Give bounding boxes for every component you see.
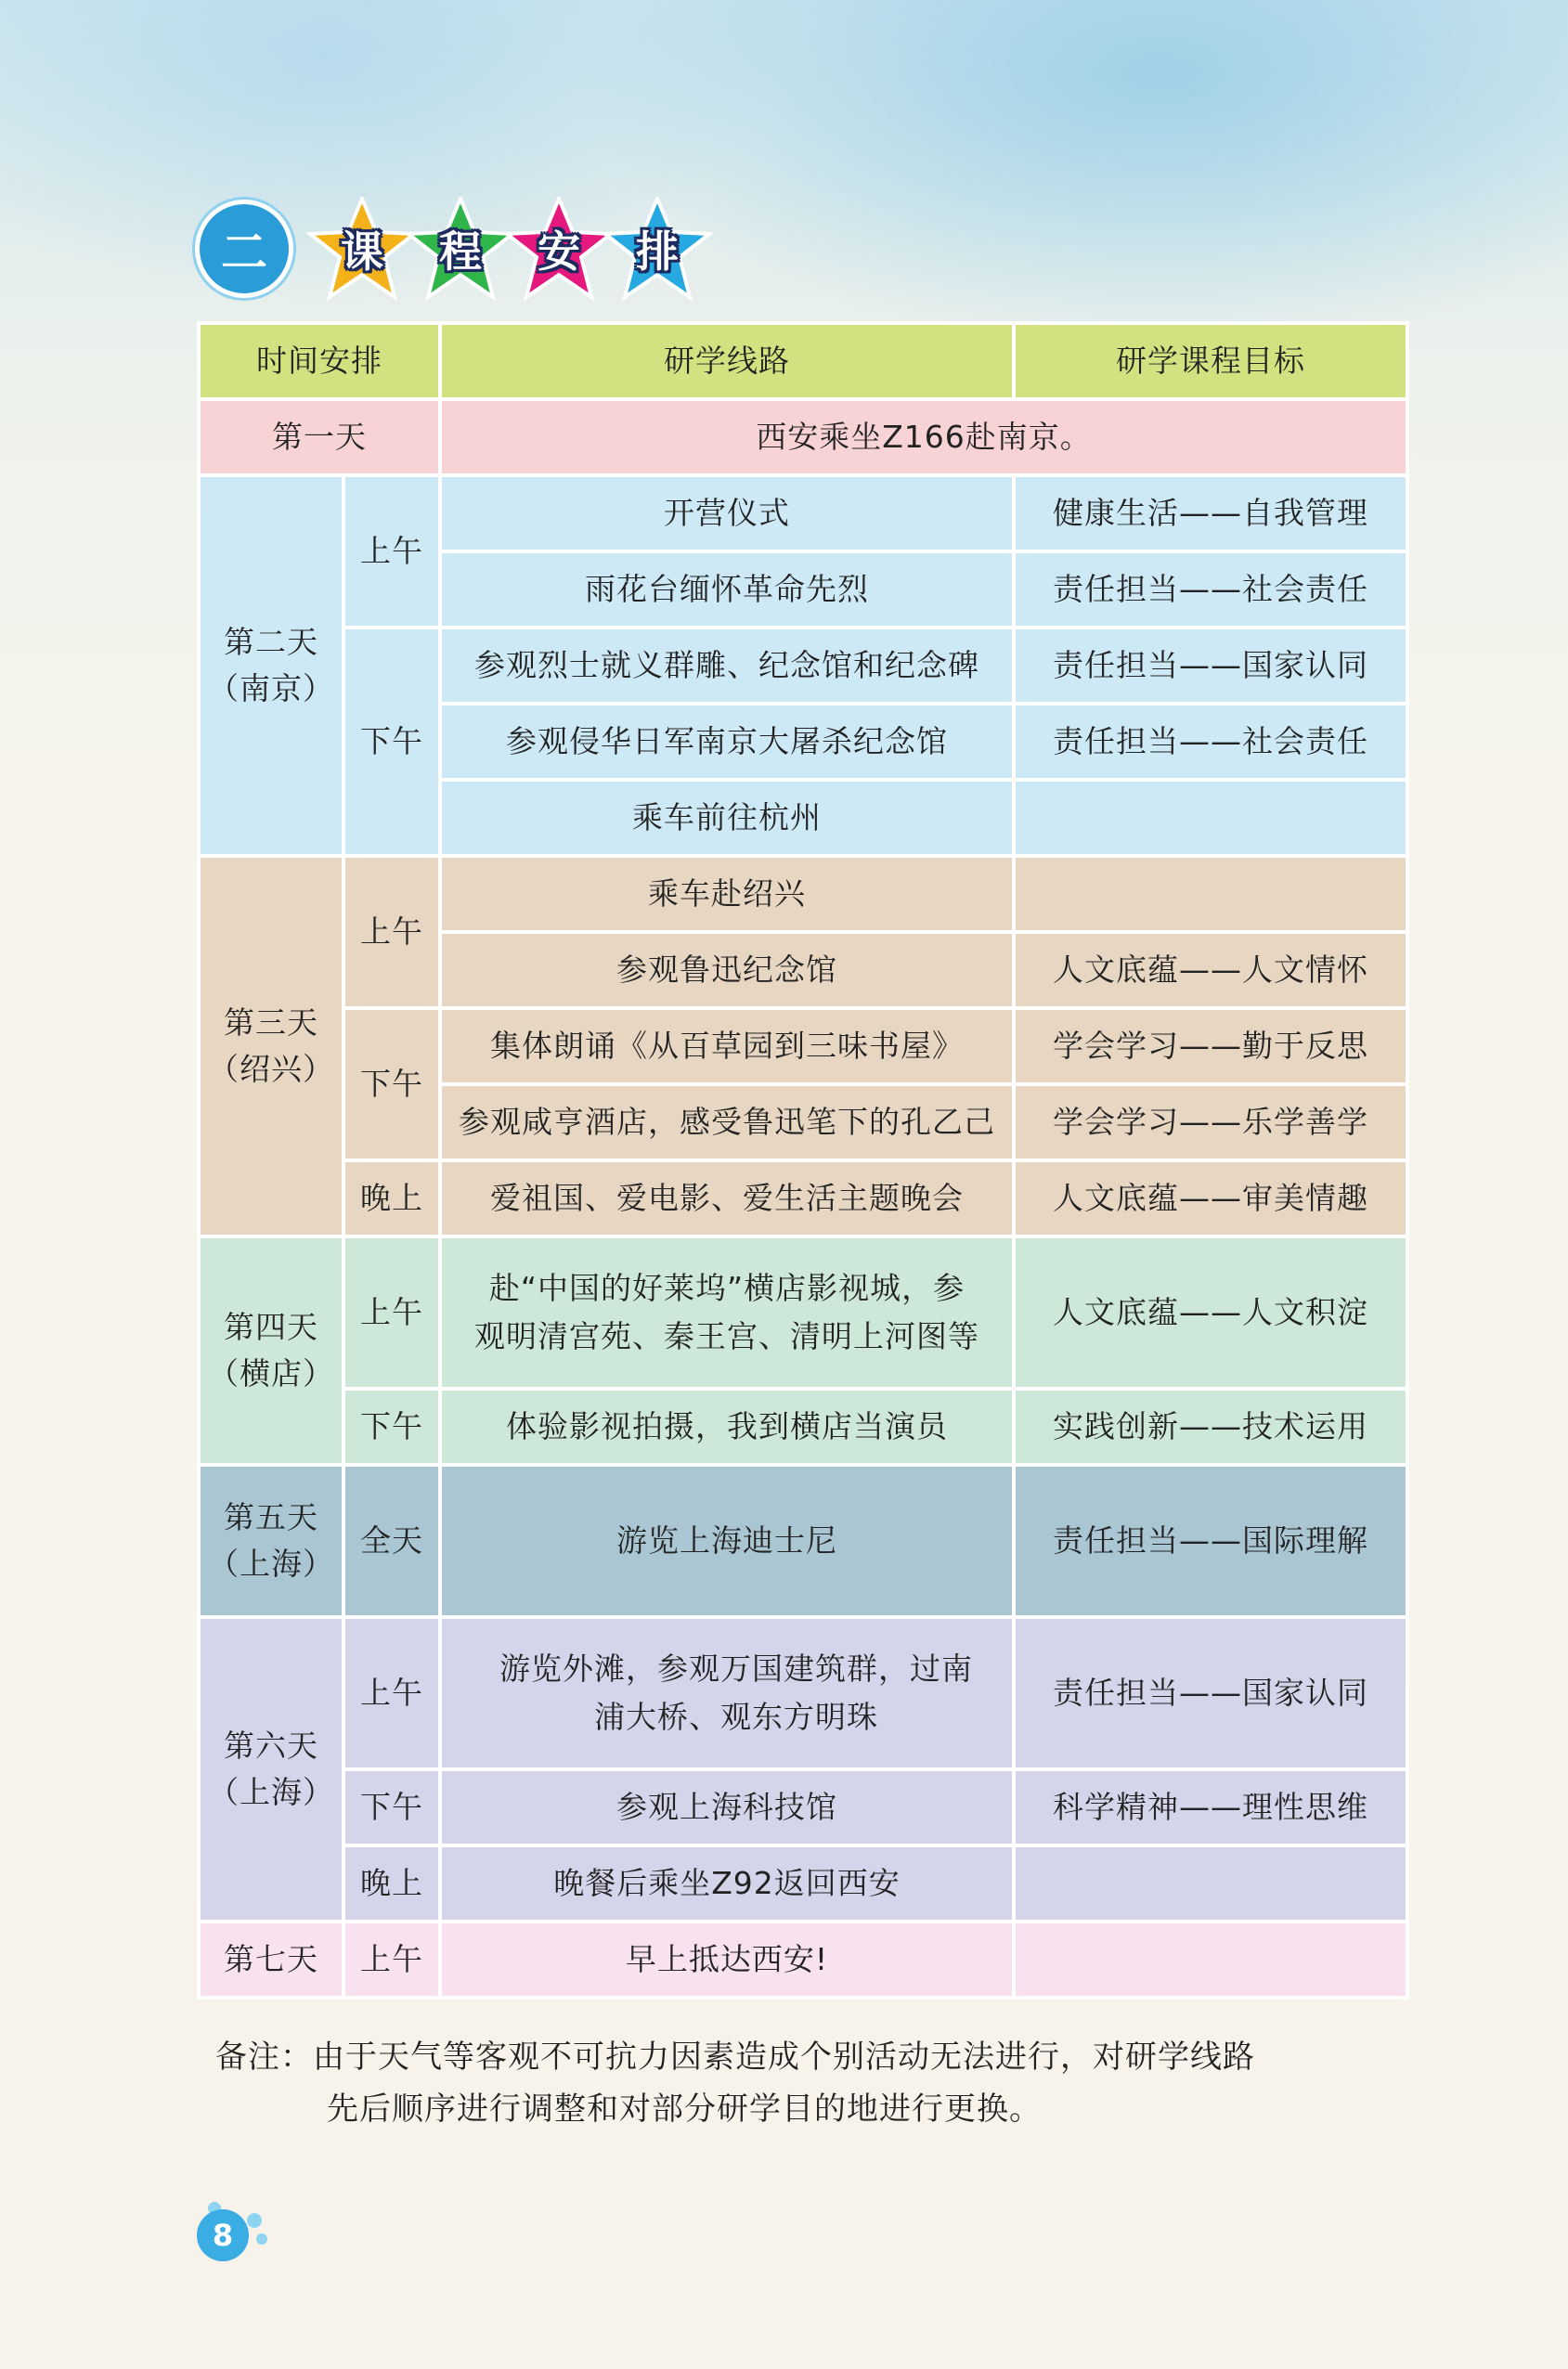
day-label: 第七天 <box>201 1923 342 1996</box>
table-row <box>201 1847 1406 1920</box>
table-row <box>201 1771 1406 1844</box>
header-time: 时间安排 <box>201 325 438 397</box>
period-label: 全天 <box>345 1467 438 1615</box>
page-number: 8 <box>197 2209 249 2261</box>
table-row <box>201 1238 1406 1387</box>
section-heading <box>195 202 700 295</box>
period-label: 下午 <box>345 629 438 854</box>
period-label: 上午 <box>345 858 438 1006</box>
day-label: 第二天 （南京） <box>201 477 342 854</box>
goal-cell: 科学精神——理性思维 <box>1016 1771 1406 1844</box>
table-header-row <box>201 325 1406 397</box>
period-label: 上午 <box>345 1619 438 1767</box>
route-cell: 乘车赴绍兴 <box>442 858 1012 930</box>
heading-star-3: 安 <box>503 197 615 301</box>
goal-cell: 人文底蕴——人文积淀 <box>1016 1238 1406 1387</box>
goal-cell: 人文底蕴——审美情趣 <box>1016 1162 1406 1235</box>
route-cell: 早上抵达西安! <box>442 1923 1012 1996</box>
schedule-table <box>197 321 1409 2000</box>
period-label: 晚上 <box>345 1162 438 1235</box>
route-cell: 参观烈士就义群雕、纪念馆和纪念碑 <box>442 629 1012 702</box>
decor-dot-icon <box>256 2233 267 2245</box>
route-cell: 开营仪式 <box>442 477 1012 550</box>
period-label: 上午 <box>345 1923 438 1996</box>
route-cell: 游览外滩，参观万国建筑群，过南 浦大桥、观东方明珠 <box>442 1619 1012 1767</box>
goal-cell <box>1016 1847 1406 1920</box>
table-row <box>201 1010 1406 1082</box>
day-label: 第四天 （横店） <box>201 1238 342 1463</box>
heading-star-2: 程 <box>405 197 516 301</box>
route-cell: 体验影视拍摄，我到横店当演员 <box>442 1391 1012 1463</box>
route-cell: 晚餐后乘坐Z92返回西安 <box>442 1847 1012 1920</box>
goal-cell: 责任担当——社会责任 <box>1016 553 1406 626</box>
table-row <box>201 1467 1406 1615</box>
day-label: 第一天 <box>201 401 438 473</box>
table-row <box>201 858 1406 930</box>
table-row <box>201 1391 1406 1463</box>
route-cell: 参观上海科技馆 <box>442 1771 1012 1844</box>
section-number-badge: 二 <box>195 200 293 298</box>
table-row <box>201 477 1406 550</box>
table-row <box>201 401 1406 473</box>
route-cell: 雨花台缅怀革命先烈 <box>442 553 1012 626</box>
footnote-line-2: 先后顺序进行调整和对部分研学目的地进行更换。 <box>327 2091 1042 2128</box>
route-cell: 参观侵华日军南京大屠杀纪念馆 <box>442 706 1012 778</box>
period-label: 上午 <box>345 1238 438 1387</box>
header-goal: 研学课程目标 <box>1016 325 1406 397</box>
day-label: 第五天 （上海） <box>201 1467 342 1615</box>
goal-cell: 责任担当——社会责任 <box>1016 706 1406 778</box>
goal-cell: 学会学习——乐学善学 <box>1016 1086 1406 1159</box>
heading-star-4: 排 <box>602 197 713 301</box>
route-cell: 游览上海迪士尼 <box>442 1467 1012 1615</box>
heading-star-1: 课 <box>306 197 418 301</box>
route-cell: 参观鲁迅纪念馆 <box>442 934 1012 1006</box>
goal-cell <box>1016 1923 1406 1996</box>
goal-cell: 健康生活——自我管理 <box>1016 477 1406 550</box>
table-row <box>201 1619 1406 1767</box>
day-label: 第三天 （绍兴） <box>201 858 342 1235</box>
goal-cell <box>1016 782 1406 854</box>
period-label: 上午 <box>345 477 438 626</box>
footnote <box>215 2031 1422 2135</box>
route-cell: 赴“中国的好莱坞”横店影视城，参 观明清宫苑、秦王宫、清明上河图等 <box>442 1238 1012 1387</box>
goal-cell: 实践创新——技术运用 <box>1016 1391 1406 1463</box>
goal-cell: 学会学习——勤于反思 <box>1016 1010 1406 1082</box>
goal-cell: 责任担当——国际理解 <box>1016 1467 1406 1615</box>
period-label: 下午 <box>345 1391 438 1463</box>
period-label: 晚上 <box>345 1847 438 1920</box>
goal-cell: 责任担当——国家认同 <box>1016 629 1406 702</box>
goal-cell: 责任担当——国家认同 <box>1016 1619 1406 1767</box>
table-row <box>201 1162 1406 1235</box>
footnote-line-1: 备注：由于天气等客观不可抗力因素造成个别活动无法进行，对研学线路 <box>215 2039 1255 2076</box>
goal-cell <box>1016 858 1406 930</box>
route-cell: 集体朗诵《从百草园到三味书屋》 <box>442 1010 1012 1082</box>
header-route: 研学线路 <box>442 325 1012 397</box>
route-cell: 参观咸亨酒店，感受鲁迅笔下的孔乙己 <box>442 1086 1012 1159</box>
goal-cell: 人文底蕴——人文情怀 <box>1016 934 1406 1006</box>
decor-dot-icon <box>247 2213 262 2228</box>
table-row <box>201 629 1406 702</box>
day-label: 第六天 （上海） <box>201 1619 342 1920</box>
period-label: 下午 <box>345 1771 438 1844</box>
table-row <box>201 1923 1406 1996</box>
route-cell: 西安乘坐Z166赴南京。 <box>442 401 1406 473</box>
route-cell: 爱祖国、爱电影、爱生活主题晚会 <box>442 1162 1012 1235</box>
period-label: 下午 <box>345 1010 438 1159</box>
route-cell: 乘车前往杭州 <box>442 782 1012 854</box>
